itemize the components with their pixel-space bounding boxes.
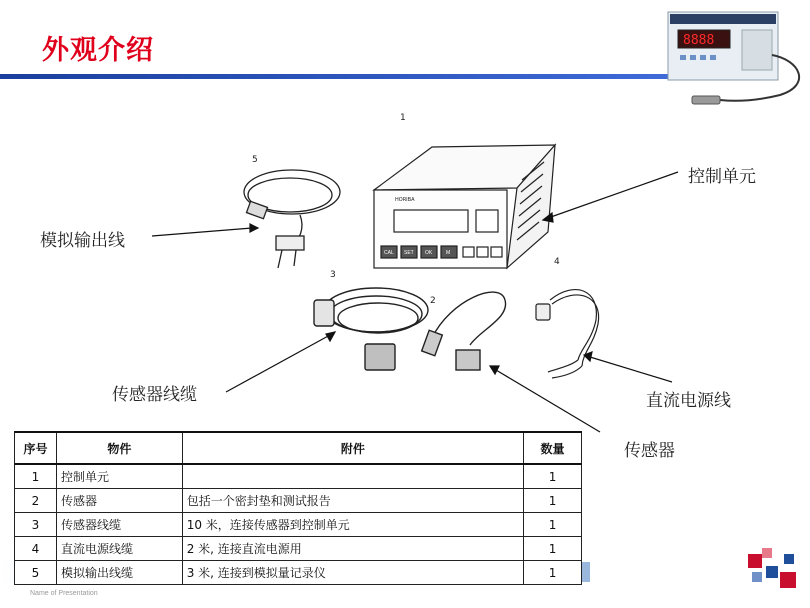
callout-control-unit: 控制单元 — [688, 167, 756, 187]
callout-analog-cable: 模拟输出线 — [40, 231, 125, 251]
page-title: 外观介绍 — [42, 35, 154, 66]
cell-quantity: 1 — [524, 464, 582, 489]
sensor-cable-drawing — [314, 288, 428, 370]
cell-accessory: 2 米, 连接直流电源用 — [182, 537, 523, 561]
device-key-ok: OK — [425, 250, 433, 256]
cell-item: 传感器 — [56, 489, 182, 513]
callout-sensor: 传感器 — [624, 441, 675, 461]
cell-index: 1 — [15, 464, 57, 489]
control-unit-drawing — [374, 145, 555, 268]
header-index: 序号 — [15, 432, 57, 464]
product-thumbnail — [668, 12, 799, 104]
cell-index: 4 — [15, 537, 57, 561]
cell-quantity: 1 — [524, 513, 582, 537]
cell-index: 5 — [15, 561, 57, 585]
cell-item: 控制单元 — [56, 464, 182, 489]
part-number-3: 3 — [330, 270, 336, 280]
table-header-row — [15, 432, 582, 464]
parts-table — [14, 431, 582, 585]
callout-sensor-cable: 传感器线缆 — [112, 385, 197, 405]
device-key-set: SET — [404, 250, 414, 256]
header-accessory: 附件 — [182, 432, 523, 464]
part-number-4: 4 — [554, 257, 560, 267]
part-number-2: 2 — [430, 296, 436, 306]
callout-dc-cable: 直流电源线 — [646, 391, 731, 411]
cell-index: 2 — [15, 489, 57, 513]
table-row — [15, 513, 582, 537]
cell-quantity: 1 — [524, 561, 582, 585]
svg-text:8888: 8888 — [683, 33, 715, 48]
table-row — [15, 537, 582, 561]
cell-item: 传感器线缆 — [56, 513, 182, 537]
analog-cable-drawing — [244, 170, 340, 268]
table-row — [15, 464, 582, 489]
header-item: 物件 — [56, 432, 182, 464]
table-row — [15, 561, 582, 585]
cell-item: 模拟输出线缆 — [56, 561, 182, 585]
device-key-cal: CAL — [384, 250, 394, 256]
part-number-5: 5 — [252, 155, 258, 165]
cell-item: 直流电源线缆 — [56, 537, 182, 561]
device-brand: HORIBA — [395, 197, 415, 203]
footer-text: Name of Presentation — [30, 590, 98, 597]
dc-cable-drawing — [536, 290, 599, 378]
cell-accessory: 3 米, 连接到模拟量记录仪 — [182, 561, 523, 585]
header-quantity: 数量 — [524, 432, 582, 464]
cell-index: 3 — [15, 513, 57, 537]
part-number-1: 1 — [400, 113, 406, 123]
cell-quantity: 1 — [524, 489, 582, 513]
cell-quantity: 1 — [524, 537, 582, 561]
cell-accessory: 10 米，连接传感器到控制单元 — [182, 513, 523, 537]
device-key-m: M — [446, 250, 451, 256]
cell-accessory — [182, 464, 523, 489]
cell-accessory: 包括一个密封垫和测试报告 — [182, 489, 523, 513]
table-row — [15, 489, 582, 513]
